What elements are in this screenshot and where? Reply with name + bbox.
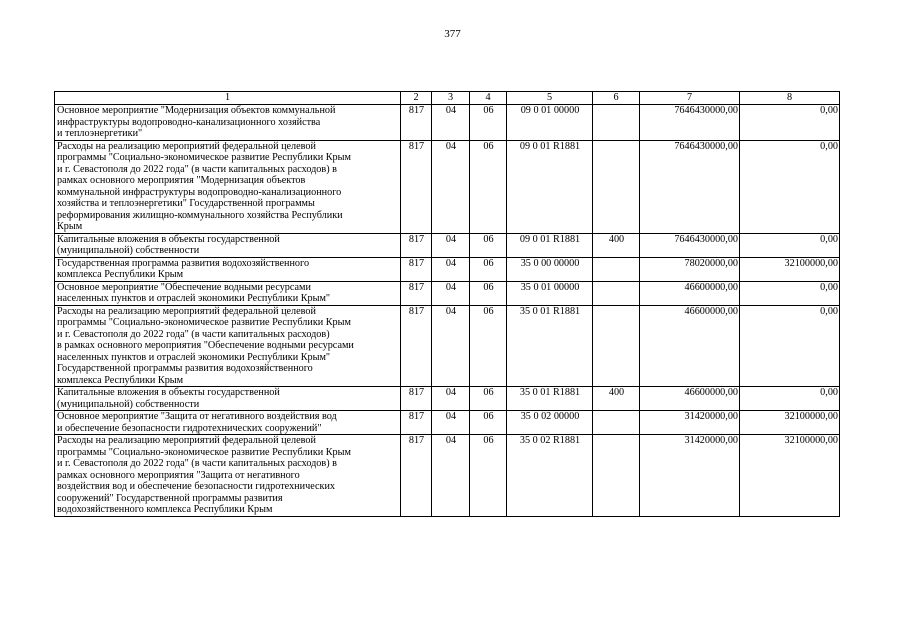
- target-article-code: 35 0 02 00000: [507, 411, 593, 435]
- subsection-code: 06: [470, 435, 507, 517]
- table-row: [55, 305, 840, 387]
- target-article-code: 35 0 00 00000: [507, 257, 593, 281]
- subsection-code: 06: [470, 257, 507, 281]
- amount-col8: 32100000,00: [740, 257, 840, 281]
- amount-col8: 0,00: [740, 233, 840, 257]
- expense-type-code: [593, 281, 640, 305]
- section-code: 04: [432, 233, 470, 257]
- column-header: 3: [432, 92, 470, 105]
- amount-col7: 46600000,00: [640, 281, 740, 305]
- expense-type-code: [593, 140, 640, 233]
- amount-col7: 7646430000,00: [640, 140, 740, 233]
- table-row: [55, 233, 840, 257]
- expense-type-code: [593, 435, 640, 517]
- ministry-code: 817: [401, 387, 432, 411]
- amount-col7: 7646430000,00: [640, 233, 740, 257]
- page-number: 377: [444, 28, 461, 40]
- section-code: 04: [432, 411, 470, 435]
- table-row: [55, 281, 840, 305]
- column-header: 5: [507, 92, 593, 105]
- row-name: Капитальные вложения в объекты государственной (муниципальной) собственности: [55, 387, 401, 411]
- amount-col7: 31420000,00: [640, 411, 740, 435]
- amount-col7: 7646430000,00: [640, 105, 740, 141]
- subsection-code: 06: [470, 105, 507, 141]
- table-row: [55, 411, 840, 435]
- column-header: 2: [401, 92, 432, 105]
- column-header: 6: [593, 92, 640, 105]
- table-row: [55, 387, 840, 411]
- row-name: Основное мероприятие "Модернизация объектов коммунальной инфраструктуры водопроводно-канализационного хозяйства и теплоэнергетики": [55, 105, 401, 141]
- column-header: 8: [740, 92, 840, 105]
- amount-col7: 46600000,00: [640, 387, 740, 411]
- target-article-code: 09 0 01 R1881: [507, 140, 593, 233]
- row-name: Основное мероприятие "Обеспечение водными ресурсами населенных пунктов и отраслей экономики Республики Крым": [55, 281, 401, 305]
- amount-col8: 0,00: [740, 387, 840, 411]
- target-article-code: 35 0 01 R1881: [507, 387, 593, 411]
- subsection-code: 06: [470, 233, 507, 257]
- subsection-code: 06: [470, 387, 507, 411]
- section-code: 04: [432, 305, 470, 387]
- expense-type-code: 400: [593, 387, 640, 411]
- ministry-code: 817: [401, 233, 432, 257]
- target-article-code: 09 0 01 00000: [507, 105, 593, 141]
- amount-col7: 46600000,00: [640, 305, 740, 387]
- target-article-code: 09 0 01 R1881: [507, 233, 593, 257]
- section-code: 04: [432, 140, 470, 233]
- budget-table: [54, 91, 840, 517]
- ministry-code: 817: [401, 257, 432, 281]
- expense-type-code: [593, 305, 640, 387]
- ministry-code: 817: [401, 411, 432, 435]
- row-name: Основное мероприятие "Защита от негативного воздействия вод и обеспечение безопасности гидротехнических сооружений": [55, 411, 401, 435]
- table-row: [55, 105, 840, 141]
- ministry-code: 817: [401, 105, 432, 141]
- row-name: Расходы на реализацию мероприятий федеральной целевой программы "Социально-экономическое развитие Республики Крым и г. Севастополя до 2022 года" (в части капитальных расходов) в рамках основного мероприятия "Обеспечение водными ресурсами населенных пунктов и отраслей экономики Республики Крым" Государственной программы развития водохозяйственного комплекса Республики Крым: [55, 305, 401, 387]
- target-article-code: 35 0 02 R1881: [507, 435, 593, 517]
- ministry-code: 817: [401, 140, 432, 233]
- amount-col7: 78020000,00: [640, 257, 740, 281]
- expense-type-code: 400: [593, 233, 640, 257]
- row-name: Расходы на реализацию мероприятий федеральной целевой программы "Социально-экономическое развитие Республики Крым и г. Севастополя до 2022 года" (в части капитальных расходов) в рамках основного мероприятия "Модернизация объектов коммунальной инфраструктуры водопроводно-канализационного хозяйства и теплоэнергетики" Государственной программы реформирования жилищно-коммунального хозяйства Республики Крым: [55, 140, 401, 233]
- expense-type-code: [593, 105, 640, 141]
- table-row: [55, 140, 840, 233]
- row-name: Государственная программа развития водохозяйственного комплекса Республики Крым: [55, 257, 401, 281]
- subsection-code: 06: [470, 281, 507, 305]
- section-code: 04: [432, 281, 470, 305]
- amount-col7: 31420000,00: [640, 435, 740, 517]
- ministry-code: 817: [401, 281, 432, 305]
- amount-col8: 0,00: [740, 105, 840, 141]
- section-code: 04: [432, 257, 470, 281]
- section-code: 04: [432, 105, 470, 141]
- column-header: 7: [640, 92, 740, 105]
- row-name: Расходы на реализацию мероприятий федеральной целевой программы "Социально-экономическое развитие Республики Крым и г. Севастополя до 2022 года" (в части капитальных расходов) в рамках основного мероприятия "Защита от негативного воздействия вод и обеспечение безопасности гидротехнических сооружений" Государственной программы развития водохозяйственного комплекса Республики Крым: [55, 435, 401, 517]
- amount-col8: 32100000,00: [740, 411, 840, 435]
- subsection-code: 06: [470, 411, 507, 435]
- row-name: Капитальные вложения в объекты государственной (муниципальной) собственности: [55, 233, 401, 257]
- amount-col8: 32100000,00: [740, 435, 840, 517]
- section-code: 04: [432, 435, 470, 517]
- column-header: 4: [470, 92, 507, 105]
- amount-col8: 0,00: [740, 281, 840, 305]
- ministry-code: 817: [401, 305, 432, 387]
- expense-type-code: [593, 257, 640, 281]
- column-header: 1: [55, 92, 401, 105]
- header-row: [55, 92, 840, 105]
- table-row: [55, 257, 840, 281]
- ministry-code: 817: [401, 435, 432, 517]
- target-article-code: 35 0 01 R1881: [507, 305, 593, 387]
- section-code: 04: [432, 387, 470, 411]
- amount-col8: 0,00: [740, 140, 840, 233]
- expense-type-code: [593, 411, 640, 435]
- table-row: [55, 435, 840, 517]
- subsection-code: 06: [470, 305, 507, 387]
- subsection-code: 06: [470, 140, 507, 233]
- amount-col8: 0,00: [740, 305, 840, 387]
- target-article-code: 35 0 01 00000: [507, 281, 593, 305]
